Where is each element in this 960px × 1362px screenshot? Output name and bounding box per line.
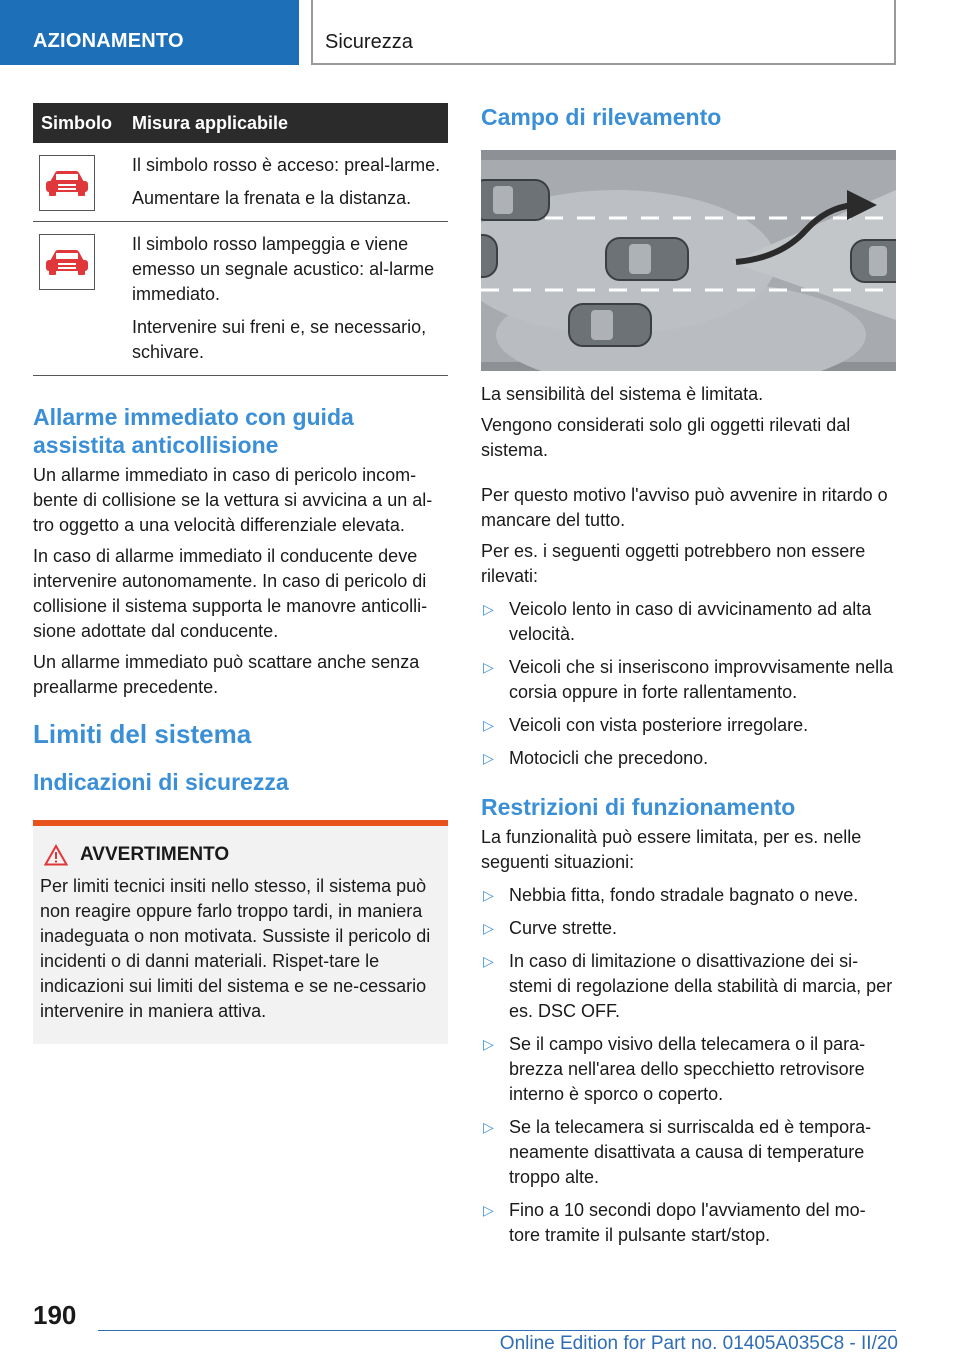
- triangle-bullet-icon: ▷: [483, 953, 494, 969]
- list-item: ▷ In caso di limitazione o disattivazione dei si‐stemi di regolazione della stabilità di marcia, per es. DSC OFF.: [483, 951, 893, 1021]
- header-subsection: Sicurezza: [311, 0, 896, 65]
- paragraph: Per es. i seguenti oggetti potrebbero non essere rilevati:: [481, 541, 866, 586]
- triangle-bullet-icon: ▷: [483, 717, 494, 733]
- section-heading-function-restrictions: Restrizioni di funzionamento: [481, 794, 796, 820]
- table-row: [33, 143, 448, 222]
- paragraph: Per questo motivo l'avviso può avvenire in ritardo o mancare del tutto.: [481, 485, 888, 530]
- triangle-bullet-icon: ▷: [483, 1119, 494, 1135]
- triangle-bullet-icon: ▷: [483, 601, 494, 617]
- warning-triangle-icon: [44, 844, 68, 866]
- footer-divider: [98, 1330, 896, 1331]
- paragraph: Vengono considerati solo gli oggetti rilevati dal sistema.: [481, 415, 851, 460]
- table-row: [33, 222, 448, 376]
- table-cell-text: Intervenire sui freni e, se necessario, schivare.: [132, 317, 427, 362]
- list-item: ▷ Fino a 10 secondi dopo l'avviamento del mo‐tore tramite il pulsante start/stop.: [483, 1200, 866, 1245]
- warning-title: AVVERTIMENTO: [80, 844, 230, 865]
- paragraph: In caso di allarme immediato il conducente deve intervenire autonomamente. In caso di pericolo di collisione il sistema supporta le manovre anticolli‐sione adottate dal conducente.: [33, 546, 428, 641]
- list-item: ▷ Veicoli che si inseriscono improvvisamente nella corsia oppure in forte rallentamento.: [483, 657, 894, 702]
- right-column: [481, 103, 896, 1256]
- detection-range-illustration: [481, 150, 896, 371]
- list-item: ▷ Se il campo visivo della telecamera o il para‐brezza nell'area dello specchietto retrovisore interno è sporco o coperto.: [483, 1034, 866, 1104]
- car-warning-icon: [39, 155, 95, 211]
- page-number: 190: [33, 1300, 77, 1330]
- triangle-bullet-icon: ▷: [483, 887, 494, 903]
- restrictions-list: [481, 883, 896, 1248]
- left-column: [33, 103, 448, 1044]
- warning-box: [33, 820, 448, 1044]
- triangle-bullet-icon: ▷: [483, 1202, 494, 1218]
- footer-edition: Online Edition for Part no. 01405A035C8 - II/20: [499, 1333, 898, 1354]
- section-heading-immediate-alarm: Allarme immediato con guida assistita anticollisione: [33, 404, 354, 458]
- list-item: ▷ Veicolo lento in caso di avvicinamento ad alta velocità.: [483, 599, 872, 644]
- triangle-bullet-icon: ▷: [483, 1036, 494, 1052]
- triangle-bullet-icon: ▷: [483, 920, 494, 936]
- list-item: ▷ Se la telecamera si surriscalda ed è tempora‐neamente disattivata a causa di temperature troppo alte.: [483, 1117, 872, 1187]
- triangle-bullet-icon: ▷: [483, 659, 494, 675]
- list-item: ▷ Veicoli con vista posteriore irregolare.: [481, 713, 896, 738]
- table-cell-text: Il simbolo rosso lampeggia e viene emesso un segnale acustico: al‐larme immediato.: [132, 234, 435, 304]
- paragraph: Un allarme immediato in caso di pericolo incom‐bente di collisione se la vettura si avvicina a un al‐tro oggetto a una velocità differenziale elevata.: [33, 465, 433, 535]
- table-cell-text: Aumentare la frenata e la distanza.: [132, 188, 412, 208]
- list-item: ▷ Nebbia fitta, fondo stradale bagnato o neve.: [481, 883, 896, 908]
- warning-text: Per limiti tecnici insiti nello stesso, il sistema può non reagire oppure farlo troppo tardi, in maniera inadeguata o non motivata. Sussiste il pericolo di incidenti o di danni materiali. Rispet‐tare le indicazioni sui limiti del sistema e se ne‐cessario intervenire in maniera attiva.: [40, 876, 431, 1021]
- triangle-bullet-icon: ▷: [483, 750, 494, 766]
- paragraph: Un allarme immediato può scattare anche senza preallarme precedente.: [33, 652, 420, 697]
- section-heading-detection-range: Campo di rilevamento: [481, 104, 722, 130]
- car-warning-icon: [39, 234, 95, 290]
- paragraph: La funzionalità può essere limitata, per es. nelle seguenti situazioni:: [481, 827, 862, 872]
- symbol-table: [33, 103, 448, 376]
- undetected-objects-list: [481, 597, 896, 771]
- list-item: ▷ Motocicli che precedono.: [481, 746, 896, 771]
- table-header-symbol: Simbolo: [33, 103, 132, 143]
- header-section: AZIONAMENTO: [0, 0, 299, 65]
- paragraph: La sensibilità del sistema è limitata.: [481, 384, 764, 404]
- section-heading-system-limits: Limiti del sistema: [33, 719, 252, 749]
- table-header-measure: Misura applicabile: [132, 103, 448, 143]
- list-item: ▷ Curve strette.: [481, 916, 896, 941]
- table-cell-text: Il simbolo rosso è acceso: preal‐larme.: [132, 155, 441, 175]
- section-heading-safety-notes: Indicazioni di sicurezza: [33, 769, 289, 795]
